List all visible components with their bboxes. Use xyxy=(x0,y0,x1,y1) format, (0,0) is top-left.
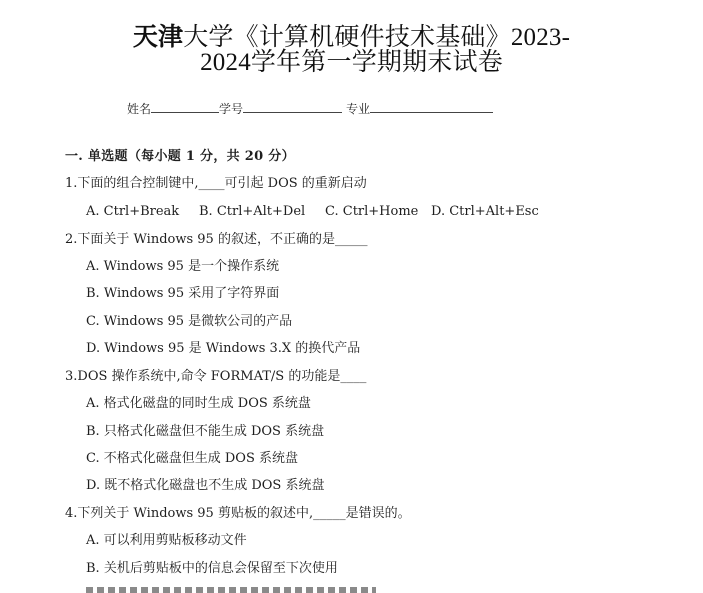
option: A. 格式化磁盘的同时生成 DOS 系统盘 xyxy=(86,396,311,411)
option: B. 只格式化磁盘但不能生成 DOS 系统盘 xyxy=(86,424,325,439)
name-label: 姓名 xyxy=(127,102,152,116)
student-info-row xyxy=(127,100,493,117)
cut-off-line xyxy=(0,587,703,593)
exam-title-line-2: 2024学年第一学期期末试卷 xyxy=(200,49,503,76)
id-blank xyxy=(243,100,342,113)
title-line-1-rest: 大学《计算机硬件技术基础》2023- xyxy=(183,24,571,51)
option: C. Windows 95 是微软公司的产品 xyxy=(86,314,293,329)
id-label: 学号 xyxy=(219,102,244,116)
question-stem: 1.下面的组合控制键中,____可引起 DOS 的重新启动 xyxy=(65,176,367,191)
option: B. Ctrl+Alt+Del xyxy=(199,204,306,219)
major-blank xyxy=(370,100,493,113)
option: C. Ctrl+Home xyxy=(325,204,419,219)
option: A. Windows 95 是一个操作系统 xyxy=(86,259,280,274)
option: D. Windows 95 是 Windows 3.X 的换代产品 xyxy=(86,341,361,356)
option: C. 不格式化磁盘但生成 DOS 系统盘 xyxy=(86,451,298,466)
question-stem: 3.DOS 操作系统中,命令 FORMAT/S 的功能是____ xyxy=(65,369,367,384)
name-blank xyxy=(151,100,219,113)
major-label: 专业 xyxy=(346,102,371,116)
exam-title-line-1 xyxy=(0,23,703,51)
question-stem: 2.下面关于 Windows 95 的叙述，不正确的是_____ xyxy=(65,232,368,247)
section-heading: 一. 单选题（每小题 1 分，共 20 分） xyxy=(65,149,295,164)
option: A. 可以利用剪贴板移动文件 xyxy=(86,533,247,548)
option: D. Ctrl+Alt+Esc xyxy=(431,204,539,219)
option: D. 既不格式化磁盘也不生成 DOS 系统盘 xyxy=(86,478,325,493)
option: B. 关机后剪贴板中的信息会保留至下次使用 xyxy=(86,561,338,576)
question-stem: 4.下列关于 Windows 95 剪贴板的叙述中,_____是错误的。 xyxy=(65,506,411,521)
option: B. Windows 95 采用了字符界面 xyxy=(86,286,280,301)
option: A. Ctrl+Break xyxy=(86,204,180,219)
title-brand: 天津 xyxy=(132,22,184,51)
